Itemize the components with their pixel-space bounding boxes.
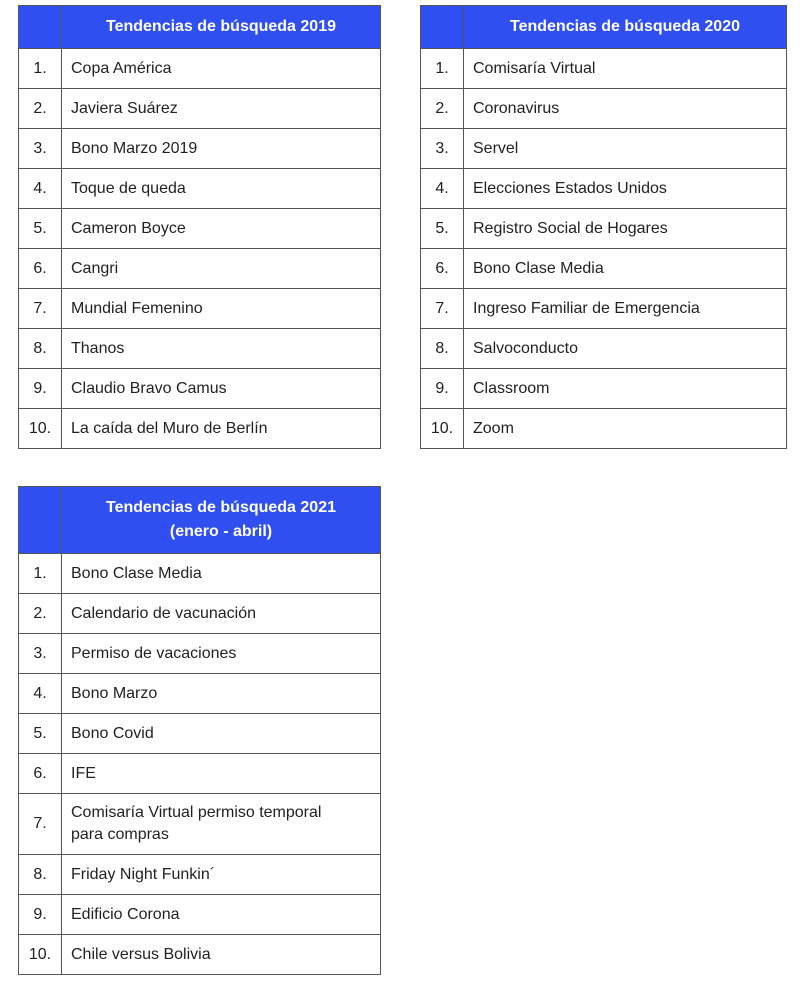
- term-cell: Bono Marzo 2019: [62, 129, 381, 169]
- table-row: [19, 289, 381, 329]
- rank-cell: 1.: [19, 554, 62, 594]
- term-cell: [62, 794, 381, 855]
- table-row: [421, 49, 787, 89]
- header-blank-cell: [421, 6, 464, 49]
- rank-cell: 3.: [421, 129, 464, 169]
- rank-cell: 2.: [19, 594, 62, 634]
- rank-cell: 10.: [19, 935, 62, 975]
- term-line: Comisaría Virtual permiso temporal: [71, 804, 322, 821]
- table-title: Tendencias de búsqueda 2019: [62, 6, 381, 49]
- term-cell: La caída del Muro de Berlín: [62, 409, 381, 449]
- table-title: Tendencias de búsqueda 2020: [464, 6, 787, 49]
- table-row: [19, 329, 381, 369]
- rank-cell: 7.: [19, 289, 62, 329]
- table-row: [19, 209, 381, 249]
- table-row: [421, 249, 787, 289]
- table-title: [62, 487, 381, 554]
- rank-cell: 8.: [19, 329, 62, 369]
- rank-cell: 1.: [19, 49, 62, 89]
- table-row: [19, 855, 381, 895]
- table-row: [421, 409, 787, 449]
- table-row: [19, 794, 381, 855]
- term-cell: Bono Clase Media: [464, 249, 787, 289]
- table-row: [421, 169, 787, 209]
- table-row: [421, 369, 787, 409]
- trends-table-2019: [18, 5, 381, 449]
- header-blank-cell: [19, 6, 62, 49]
- term-cell: Mundial Femenino: [62, 289, 381, 329]
- header-blank-cell: [19, 487, 62, 554]
- trends-table-2021: [18, 486, 381, 975]
- term-cell: Bono Marzo: [62, 674, 381, 714]
- rank-cell: 4.: [19, 674, 62, 714]
- table-row: [421, 89, 787, 129]
- term-cell: Javiera Suárez: [62, 89, 381, 129]
- table-row: [19, 369, 381, 409]
- term-cell: Elecciones Estados Unidos: [464, 169, 787, 209]
- term-cell: Comisaría Virtual: [464, 49, 787, 89]
- table-row: [19, 129, 381, 169]
- table-row: [19, 169, 381, 209]
- term-cell: Claudio Bravo Camus: [62, 369, 381, 409]
- rank-cell: 2.: [19, 89, 62, 129]
- term-cell: Calendario de vacunación: [62, 594, 381, 634]
- rank-cell: 1.: [421, 49, 464, 89]
- table-row: [421, 129, 787, 169]
- table-row: [421, 209, 787, 249]
- table-row: [19, 754, 381, 794]
- term-cell: Zoom: [464, 409, 787, 449]
- table-title-line: Tendencias de búsqueda 2021: [105, 499, 336, 516]
- table-header: [421, 6, 787, 49]
- rank-cell: 9.: [19, 369, 62, 409]
- rank-cell: 7.: [421, 289, 464, 329]
- trends-table-2020: [420, 5, 787, 449]
- term-cell: Salvoconducto: [464, 329, 787, 369]
- rank-cell: 7.: [19, 794, 62, 855]
- table-row: [19, 895, 381, 935]
- table-row: [19, 935, 381, 975]
- table-row: [19, 49, 381, 89]
- rank-cell: 9.: [19, 895, 62, 935]
- term-cell: Registro Social de Hogares: [464, 209, 787, 249]
- rank-cell: 6.: [19, 249, 62, 289]
- rank-cell: 5.: [19, 714, 62, 754]
- rank-cell: 8.: [19, 855, 62, 895]
- table-header: [19, 487, 381, 554]
- table-row: [19, 554, 381, 594]
- rank-cell: 2.: [421, 89, 464, 129]
- rank-cell: 8.: [421, 329, 464, 369]
- term-cell: Cameron Boyce: [62, 209, 381, 249]
- rank-cell: 3.: [19, 129, 62, 169]
- table-row: [421, 289, 787, 329]
- rank-cell: 9.: [421, 369, 464, 409]
- table-row: [19, 714, 381, 754]
- term-line: para compras: [71, 826, 169, 843]
- table-header: [19, 6, 381, 49]
- term-cell: Edificio Corona: [62, 895, 381, 935]
- term-cell: Ingreso Familiar de Emergencia: [464, 289, 787, 329]
- table-row: [19, 409, 381, 449]
- rank-cell: 5.: [421, 209, 464, 249]
- term-cell: Coronavirus: [464, 89, 787, 129]
- term-cell: Copa América: [62, 49, 381, 89]
- term-cell: Classroom: [464, 369, 787, 409]
- term-cell: Friday Night Funkin´: [62, 855, 381, 895]
- table-row: [421, 329, 787, 369]
- rank-cell: 10.: [19, 409, 62, 449]
- rank-cell: 4.: [421, 169, 464, 209]
- rank-cell: 4.: [19, 169, 62, 209]
- rank-cell: 6.: [19, 754, 62, 794]
- rank-cell: 6.: [421, 249, 464, 289]
- term-cell: Cangri: [62, 249, 381, 289]
- table-row: [19, 674, 381, 714]
- rank-cell: 10.: [421, 409, 464, 449]
- term-cell: IFE: [62, 754, 381, 794]
- term-cell: Permiso de vacaciones: [62, 634, 381, 674]
- rank-cell: 5.: [19, 209, 62, 249]
- term-cell: Chile versus Bolivia: [62, 935, 381, 975]
- table-row: [19, 594, 381, 634]
- term-cell: Servel: [464, 129, 787, 169]
- table-subtitle-line: (enero - abril): [169, 523, 273, 540]
- term-cell: Toque de queda: [62, 169, 381, 209]
- table-row: [19, 249, 381, 289]
- table-row: [19, 634, 381, 674]
- rank-cell: 3.: [19, 634, 62, 674]
- term-cell: Bono Clase Media: [62, 554, 381, 594]
- term-cell: Thanos: [62, 329, 381, 369]
- term-cell: Bono Covid: [62, 714, 381, 754]
- table-row: [19, 89, 381, 129]
